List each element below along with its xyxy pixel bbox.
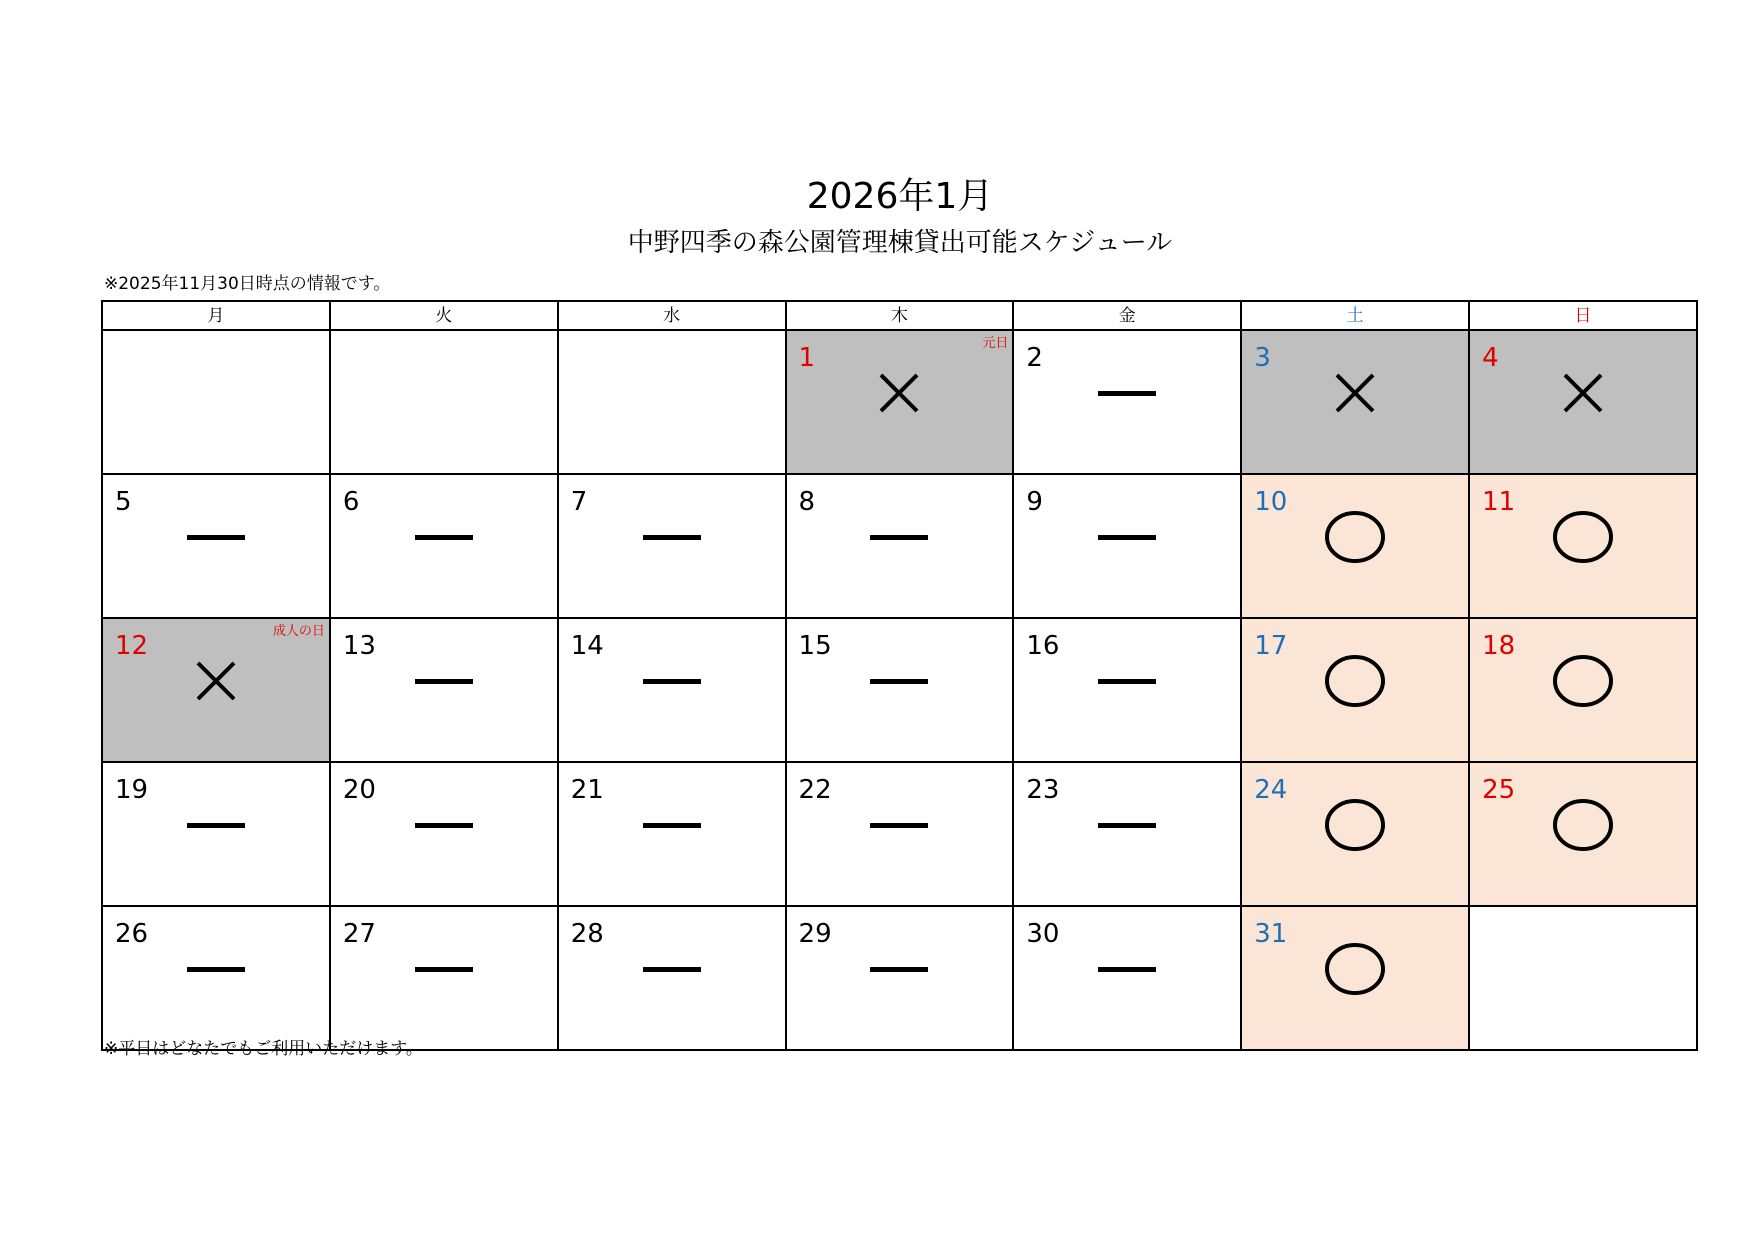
day-cell-weekday [787,619,1013,761]
calendar-empty-cell [102,330,330,474]
info-date-note: ※2025年11月30日時点の情報です。 [104,274,391,294]
page-subtitle: 中野四季の森公園管理棟貸出可能スケジュール [627,228,1173,258]
weekday-dash-icon [415,677,473,685]
day-number: 17 [1254,631,1288,661]
calendar-day-cell [330,474,558,618]
day-cell-weekday [331,619,557,761]
day-number: 4 [1482,343,1499,373]
calendar-day-cell [102,762,330,906]
holiday-label: 成人の日 [272,624,325,639]
day-number: 23 [1026,775,1060,805]
day-cell-weekday [1014,331,1240,473]
calendar-day-cell [558,906,786,1050]
calendar-week-row [102,474,1697,618]
unavailable-cross-icon [877,371,921,415]
day-cell-booked [1470,331,1696,473]
day-cell-open [1470,475,1696,617]
weekday-dash-icon [1098,533,1156,541]
weekday-dash-icon [415,533,473,541]
day-number: 14 [570,631,604,661]
day-cell-weekday [103,475,329,617]
calendar-day-cell [558,474,786,618]
weekday-header-wed: 水 [558,301,786,330]
day-cell-weekday [559,763,785,905]
calendar-week-row [102,762,1697,906]
calendar-day-cell [558,618,786,762]
calendar-day-cell [1013,330,1241,474]
available-circle-icon [1551,509,1615,565]
day-cell-weekday [1014,907,1240,1049]
empty-cell-body [331,331,557,473]
day-cell-weekday [1014,619,1240,761]
calendar-day-cell [786,474,1014,618]
calendar-day-cell [1241,762,1469,906]
calendar-day-cell [102,618,330,762]
weekday-header-tue: 火 [330,301,558,330]
weekday-dash-icon [187,533,245,541]
day-number: 21 [570,775,604,805]
day-cell-weekday [103,763,329,905]
calendar-day-cell [786,762,1014,906]
weekday-dash-icon [1098,821,1156,829]
available-circle-icon [1323,509,1387,565]
available-circle-icon [1323,797,1387,853]
day-cell-weekday [559,475,785,617]
weekday-dash-icon [187,821,245,829]
weekday-header-fri: 金 [1013,301,1241,330]
weekday-usage-note: ※平日はどなたでもご利用いただけます。 [104,1039,423,1059]
calendar-day-cell [1241,330,1469,474]
weekday-dash-icon [1098,389,1156,397]
day-number: 10 [1254,487,1288,517]
available-circle-icon [1551,653,1615,709]
weekday-dash-icon [870,677,928,685]
calendar-day-cell [330,906,558,1050]
day-cell-booked [1242,331,1468,473]
calendar-day-cell [102,906,330,1050]
day-cell-open [1242,907,1468,1049]
weekday-dash-icon [643,821,701,829]
calendar-day-cell [330,762,558,906]
calendar-day-cell [1469,762,1697,906]
weekday-dash-icon [187,965,245,973]
weekday-header-sun: 日 [1469,301,1697,330]
day-number: 16 [1026,631,1060,661]
day-cell-weekday [787,475,1013,617]
calendar-body [102,330,1697,1050]
weekday-header-mon: 月 [102,301,330,330]
day-number: 24 [1254,775,1288,805]
calendar-day-cell [1469,618,1697,762]
day-number: 29 [798,919,832,949]
calendar-day-cell [1013,474,1241,618]
calendar-week-row [102,330,1697,474]
day-number: 27 [342,919,376,949]
weekday-dash-icon [415,821,473,829]
empty-cell-body [1470,907,1696,1049]
day-number: 26 [115,919,149,949]
day-cell-booked [103,619,329,761]
day-number: 22 [798,775,832,805]
day-cell-weekday [559,619,785,761]
day-cell-open [1470,619,1696,761]
day-cell-weekday [103,907,329,1049]
day-number: 19 [115,775,149,805]
available-circle-icon [1551,797,1615,853]
calendar-empty-cell [558,330,786,474]
holiday-label: 元日 [982,336,1009,351]
day-cell-weekday [787,907,1013,1049]
day-number: 5 [115,487,132,517]
empty-cell-body [559,331,785,473]
day-number: 11 [1482,487,1516,517]
calendar-day-cell [330,618,558,762]
day-cell-weekday [331,907,557,1049]
weekday-dash-icon [643,965,701,973]
day-number: 25 [1482,775,1516,805]
day-cell-open [1242,763,1468,905]
day-number: 3 [1254,343,1271,373]
day-cell-open [1242,619,1468,761]
day-number: 8 [798,487,816,517]
day-number: 30 [1026,919,1060,949]
available-circle-icon [1323,941,1387,997]
day-number: 28 [570,919,604,949]
day-number: 13 [342,631,376,661]
calendar-week-row [102,618,1697,762]
calendar-day-cell [1013,618,1241,762]
calendar-empty-cell [1469,906,1697,1050]
day-number: 2 [1026,343,1043,373]
day-cell-booked [787,331,1013,473]
weekday-dash-icon [870,533,928,541]
available-circle-icon [1323,653,1387,709]
day-number: 12 [115,631,149,661]
calendar-day-cell [1469,474,1697,618]
calendar-day-cell [1241,906,1469,1050]
page-title: 2026年1月 [806,176,994,217]
day-number: 7 [570,487,588,517]
day-cell-open [1242,475,1468,617]
day-number: 15 [798,631,832,661]
day-cell-weekday [331,475,557,617]
day-number: 20 [342,775,376,805]
calendar-day-cell [1241,618,1469,762]
day-number: 9 [1026,487,1043,517]
day-cell-weekday [1014,763,1240,905]
day-cell-weekday [1014,475,1240,617]
calendar-grid [101,300,1698,1051]
weekday-dash-icon [1098,677,1156,685]
calendar-empty-cell [330,330,558,474]
calendar-day-cell [102,474,330,618]
day-number: 6 [342,487,360,517]
day-number: 18 [1482,631,1516,661]
day-cell-open [1470,763,1696,905]
weekday-dash-icon [870,821,928,829]
calendar-day-cell [1013,762,1241,906]
calendar-day-cell [1241,474,1469,618]
weekday-dash-icon [643,677,701,685]
day-cell-weekday [559,907,785,1049]
calendar-day-cell [558,762,786,906]
day-number: 31 [1254,919,1288,949]
day-number: 1 [798,343,816,373]
calendar-week-row [102,906,1697,1050]
weekday-header-thu: 木 [786,301,1014,330]
unavailable-cross-icon [194,659,238,703]
calendar-day-cell [1013,906,1241,1050]
unavailable-cross-icon [1561,371,1605,415]
weekday-dash-icon [870,965,928,973]
calendar-day-cell [786,330,1014,474]
weekday-header-sat: 土 [1241,301,1469,330]
calendar-day-cell [1469,330,1697,474]
day-cell-weekday [331,763,557,905]
weekday-dash-icon [1098,965,1156,973]
calendar-day-cell [786,906,1014,1050]
day-cell-weekday [787,763,1013,905]
calendar-day-cell [786,618,1014,762]
weekday-dash-icon [415,965,473,973]
unavailable-cross-icon [1333,371,1377,415]
empty-cell-body [103,331,329,473]
weekday-header-row [102,301,1697,330]
weekday-dash-icon [643,533,701,541]
